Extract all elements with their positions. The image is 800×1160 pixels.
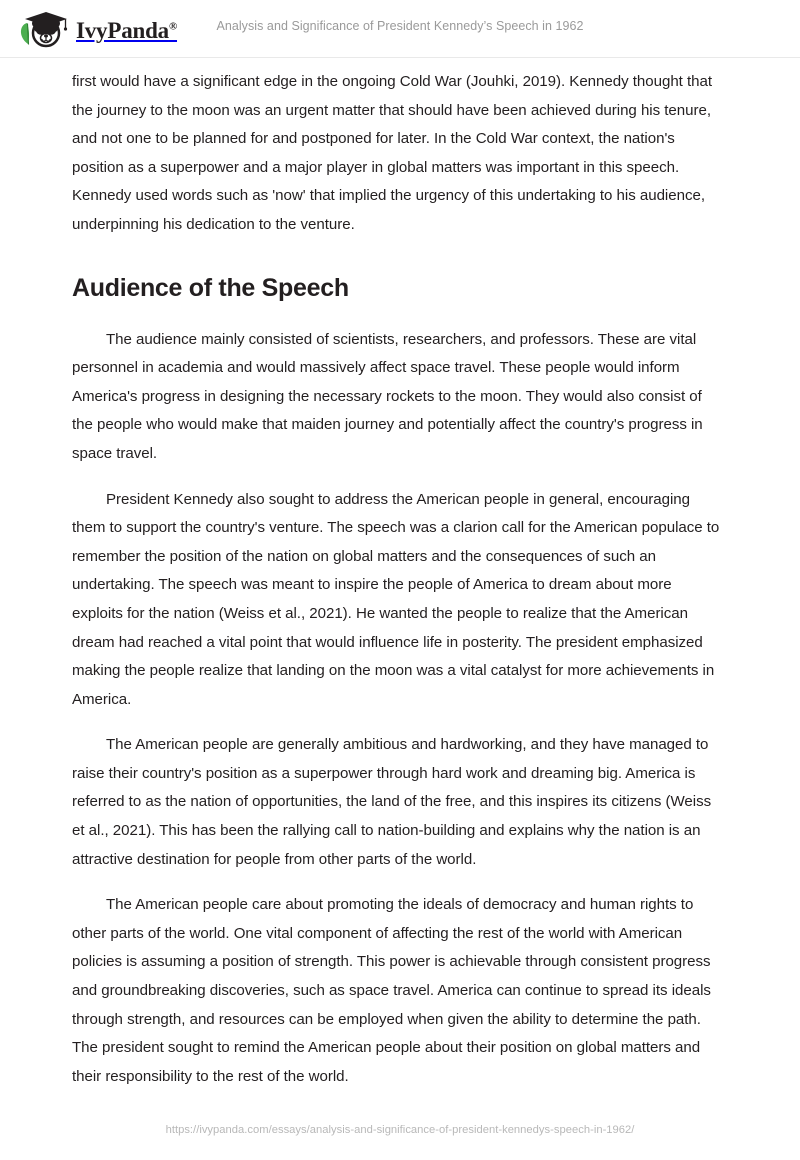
paragraph-ambitious-hardworking: The American people are generally ambitious and hardworking, and they have managed to raise their country's position as a superpower through hard work and dreaming big. America is referred to as the nation of opportunities, the land of the free, and this inspires its citizens (Weiss et al., 2021). This has been the rallying call to nation-building and explains why the nation is an attractive destination for people from other parts of the world. — [72, 736, 712, 868]
paragraph-democracy-human-rights: The American people care about promoting the ideals of democracy and human rights to other parts of the world. One vital component of affecting the rest of the world with American policies is assuming a position of strength. This power is achievable through consistent progress and groundbreaking discoveries, such as space travel. America can continue to spread its ideals through strength, and resources can be employed when given the ability to determine the path. The president sought to remind the American people about their position on global matters and their responsibility to the rest of the world. — [72, 896, 711, 1085]
section-heading-audience-of-the-speech: Audience of the Speech — [72, 273, 349, 302]
brand-name-text: IvyPanda — [76, 17, 169, 43]
paragraph-continued: first would have a significant edge in the ongoing Cold War (Jouhki, 2019). Kennedy thought that the journey to the moon was an urgent matter that should have been achieved during his tenure, and not one to be planned for and postponed for later. In the Cold War context, the nation's position as a superpower and a major player in global matters was important in this speech. Kennedy used words such as 'now' that implied the urgency of this undertaking to his audience, underpinning his dedication to the venture. — [72, 73, 713, 233]
page-title: Analysis and Significance of President Kennedy’s Speech in 1962 — [216, 19, 584, 33]
registered-trademark-icon: ® — [168, 19, 178, 32]
paragraph-audience-composition: The audience mainly consisted of scientists, researchers, and professors. These are vital personnel in academia and would massively affect space travel. These people would inform America's progress in designing the necessary rockets to the moon. They would also consist of the people who would make that maiden journey and potentially affect the country's progress in space travel. — [72, 330, 703, 462]
paragraph-american-people-general: President Kennedy also sought to address the American people in general, encouraging them to support the country's venture. The speech was a clarion call for the American populace to remember the position of the nation on global matters and the consequences of such an undertaking. The speech was meant to inspire the people of America to dream about more exploits for the nation (Weiss et al., 2021). He wanted the people to realize that the American dream had reached a vital point that would influence life in posterity. The president emphasized making the people realize that landing on the moon was a vital catalyst for more achievements in America. — [72, 490, 720, 708]
document-body — [72, 68, 722, 1091]
page-footer — [0, 1120, 800, 1138]
page-header — [0, 0, 800, 58]
source-url[interactable]: https://ivypanda.com/essays/analysis-and-significance-of-president-kennedys-speech-in-1962/ — [165, 1124, 635, 1136]
